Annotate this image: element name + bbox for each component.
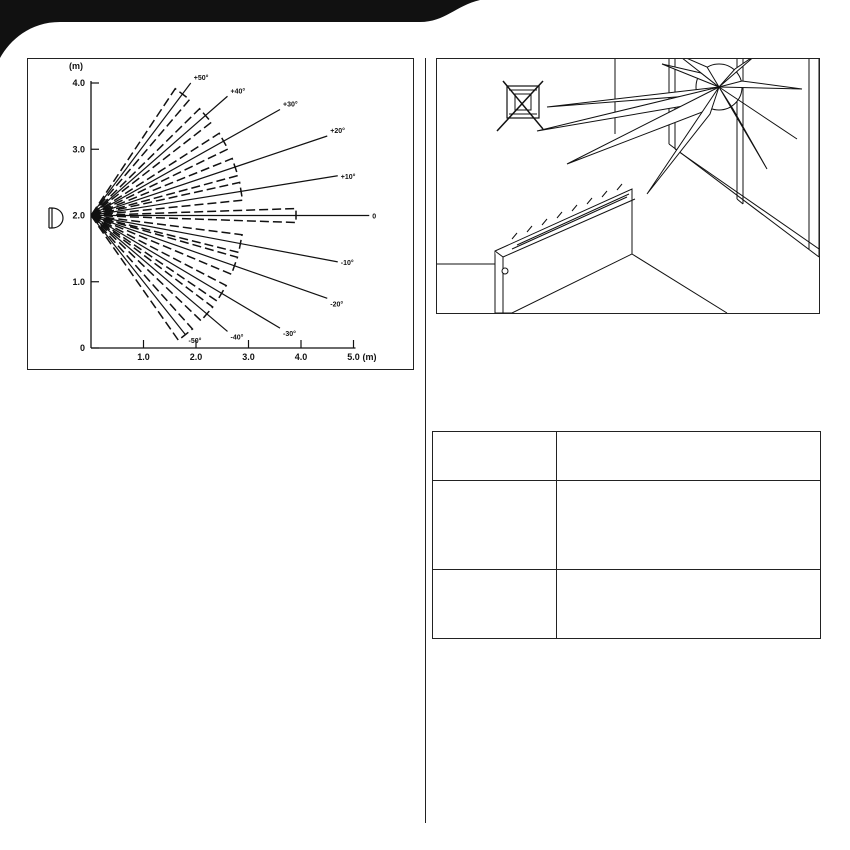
detection-ray [91, 110, 280, 216]
crossed-out-fan-icon [497, 81, 543, 131]
table-cell [557, 570, 821, 639]
detection-ray [91, 216, 338, 262]
table-cell [433, 481, 557, 570]
ray-angle-label: +40° [230, 88, 246, 96]
detection-range-chart-panel [27, 58, 414, 370]
y-tick-label: 3.0 [72, 144, 85, 155]
sensor-icon [49, 208, 63, 228]
y-tick-label: 1.0 [72, 276, 85, 287]
ray-angle-label: -10° [340, 259, 354, 267]
x-tick-label: 4.0 [294, 352, 308, 362]
radiator-icon [495, 184, 635, 313]
table-cell [433, 432, 557, 481]
column-divider [425, 58, 426, 823]
table-cell [557, 481, 821, 570]
ray-angle-label: -50° [188, 337, 202, 345]
ray-angle-label: +20° [330, 128, 345, 135]
x-tick-label: 3.0 [242, 352, 255, 362]
page-header-tab [0, 0, 850, 60]
x-tick-label: 1.0 [137, 352, 150, 362]
x-axis-unit-label: (m) [362, 352, 377, 362]
x-tick-label: 5.0 [347, 352, 360, 362]
ray-angle-label: -20° [330, 301, 344, 309]
info-table [432, 431, 821, 639]
ray-angle-label: 0 [372, 213, 377, 221]
y-axis-unit-label: (m) [69, 61, 83, 71]
installation-scene [437, 59, 819, 313]
table-row [433, 481, 821, 570]
detection-ray [91, 176, 338, 216]
chart-rays [91, 83, 369, 335]
y-tick-label: 4.0 [72, 78, 85, 88]
ray-angle-label: +10° [340, 173, 356, 181]
table-cell [557, 432, 821, 481]
y-tick-label: 0 [79, 343, 85, 353]
ray-angle-label: +50° [193, 75, 209, 82]
table-cell [433, 570, 557, 639]
detection-beam [91, 182, 242, 215]
x-tick-label: 2.0 [189, 352, 203, 362]
detection-range-chart [28, 59, 413, 369]
table-row [433, 570, 821, 639]
table-row [433, 432, 821, 481]
ray-angle-label: +30° [283, 101, 298, 109]
ray-angle-label: -40° [230, 334, 244, 342]
installation-scene-panel [436, 58, 820, 314]
ray-angle-label: -30° [283, 331, 296, 339]
y-tick-label: 2.0 [72, 210, 85, 221]
